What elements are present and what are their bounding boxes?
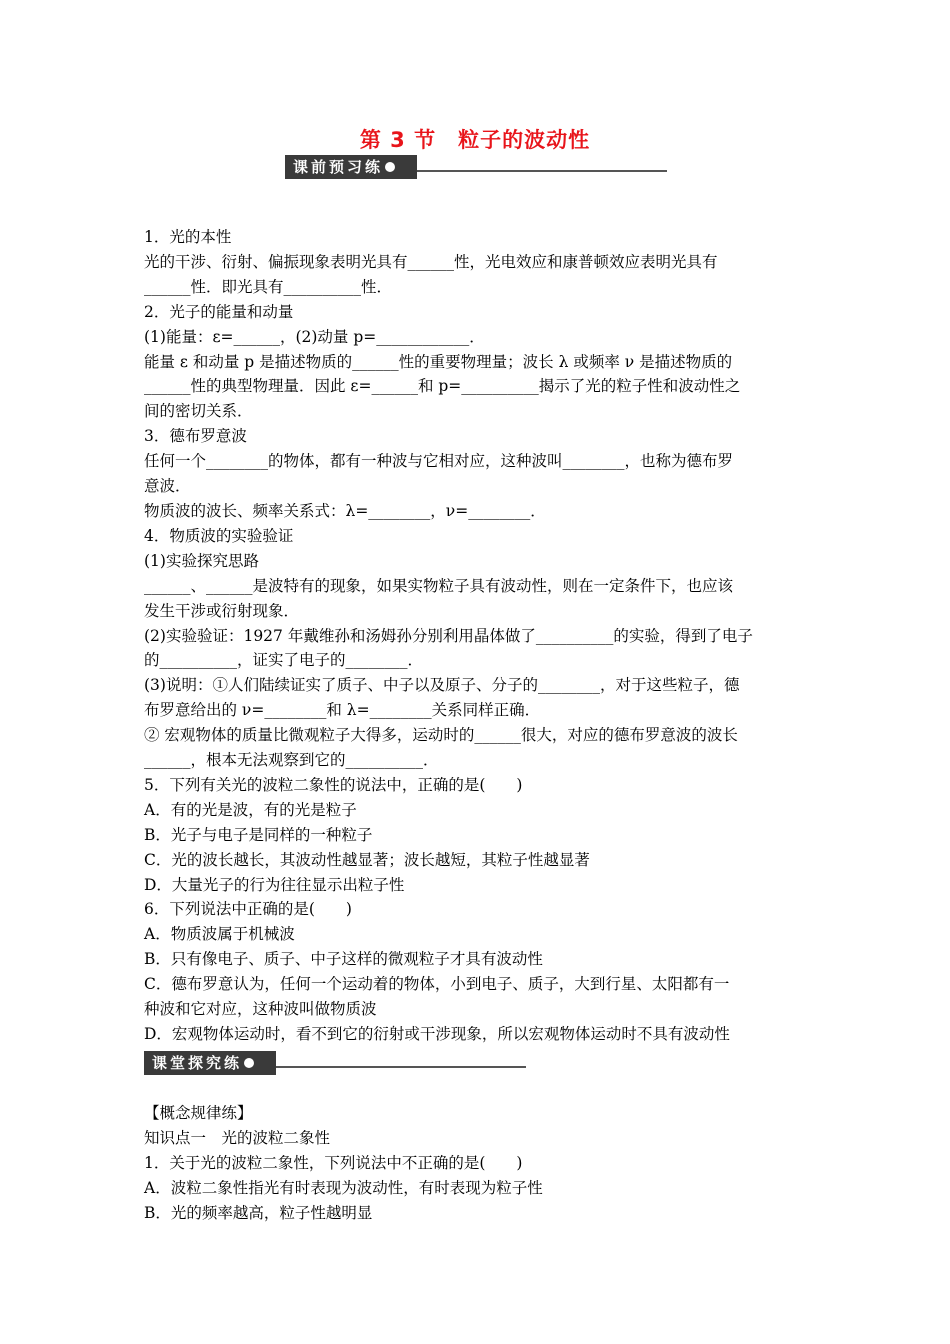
text-line: 间的密切关系． — [144, 402, 253, 421]
text-line: 光的干涉、衍射、偏振现象表明光具有______性，光电效应和康普顿效应表明光具有 — [144, 252, 718, 271]
knowledge-point-heading: 知识点一 光的波粒二象性 — [144, 1128, 331, 1147]
question-stem: 1．关于光的波粒二象性，下列说法中不正确的是( ) — [144, 1153, 523, 1172]
answer-option: B．光子与电子是同样的一种粒子 — [144, 825, 373, 844]
in-class-section — [144, 1101, 786, 1226]
text-line: ______性的典型物理量．因此 ε=______和 p=__________揭示了光的粒子性和波动性之 — [144, 377, 741, 396]
text-line: 4．物质波的实验验证 — [144, 526, 294, 545]
page-title: 第 3 节 粒子的波动性 — [359, 128, 591, 152]
bullet-dot-icon — [244, 1058, 254, 1068]
answer-option: B．只有像电子、质子、中子这样的微观粒子才具有波动性 — [144, 950, 543, 969]
pre-class-banner-label: 课前预习练 — [293, 158, 384, 176]
text-line: ______，根本无法观察到它的__________． — [144, 751, 439, 770]
pre-class-section — [144, 225, 786, 1047]
text-line: 2．光子的能量和动量 — [144, 302, 294, 321]
banner-spacer — [144, 1077, 786, 1101]
text-line: 发生干涉或衍射现象． — [144, 601, 300, 620]
in-class-banner — [144, 1051, 526, 1075]
answer-option: C．光的波长越长，其波动性越显著；波长越短，其粒子性越显著 — [144, 850, 590, 869]
text-line: 能量 ε 和动量 p 是描述物质的______性的重要物理量；波长 λ 或频率 ν 是描述物质的 — [144, 352, 733, 371]
text-line: (1)实验探究思路 — [144, 551, 259, 570]
text-line: 的__________，证实了电子的________． — [144, 651, 424, 670]
answer-option: D．大量光子的行为往往显示出粒子性 — [144, 875, 405, 894]
text-line: 任何一个________的物体，都有一种波与它相对应，这种波叫________，也称为德布罗 — [144, 452, 734, 471]
section-heading: 【概念规律练】 — [144, 1103, 253, 1122]
text-line: 1．光的本性 — [144, 228, 232, 246]
question-stem: 6．下列说法中正确的是( ) — [144, 900, 352, 919]
answer-option: D．宏观物体运动时，看不到它的衍射或干涉现象，所以宏观物体运动时不具有波动性 — [144, 1025, 730, 1043]
banner-rule — [276, 1066, 526, 1068]
text-line: (1)能量：ε=______，(2)动量 p=____________． — [144, 327, 485, 346]
text-line: 3．德布罗意波 — [144, 427, 247, 446]
text-line: ______、______是波特有的现象，如果实物粒子具有波动性，则在一定条件下，也应该 — [144, 576, 734, 595]
in-class-banner-label: 课堂探究练 — [152, 1054, 243, 1072]
answer-option: A．物质波属于机械波 — [144, 925, 295, 944]
bullet-dot-icon — [385, 162, 395, 172]
text-line: ______性．即光具有__________性． — [144, 277, 393, 296]
banner-rule — [417, 170, 667, 172]
answer-option: B．光的频率越高，粒子性越明显 — [144, 1203, 373, 1222]
exercise-content — [144, 225, 786, 1225]
answer-option: A．有的光是波，有的光是粒子 — [144, 800, 357, 819]
answer-option: 种波和它对应，这种波叫做物质波 — [144, 1000, 377, 1019]
answer-option: C．德布罗意认为，任何一个运动着的物体，小到电子、质子，大到行星、太阳都有一 — [144, 975, 730, 994]
question-stem: 5．下列有关光的波粒二象性的说法中，正确的是( ) — [144, 775, 523, 794]
text-line: 物质波的波长、频率关系式：λ=________，ν=________． — [144, 501, 546, 520]
text-line: (3)说明：①人们陆续证实了质子、中子以及原子、分子的________，对于这些粒子，德 — [144, 676, 740, 695]
text-line: 意波． — [144, 477, 191, 496]
text-line: 布罗意给出的 ν=________和 λ=________关系同样正确． — [144, 701, 541, 720]
text-line: ② 宏观物体的质量比微观粒子大得多，运动时的______很大，对应的德布罗意波的波长 — [144, 726, 738, 745]
answer-option: A．波粒二象性指光有时表现为波动性，有时表现为粒子性 — [144, 1178, 543, 1197]
text-line: (2)实验验证：1927 年戴维孙和汤姆孙分别利用晶体做了__________的实验，得到了电子 — [144, 626, 753, 645]
pre-class-banner — [285, 155, 667, 179]
